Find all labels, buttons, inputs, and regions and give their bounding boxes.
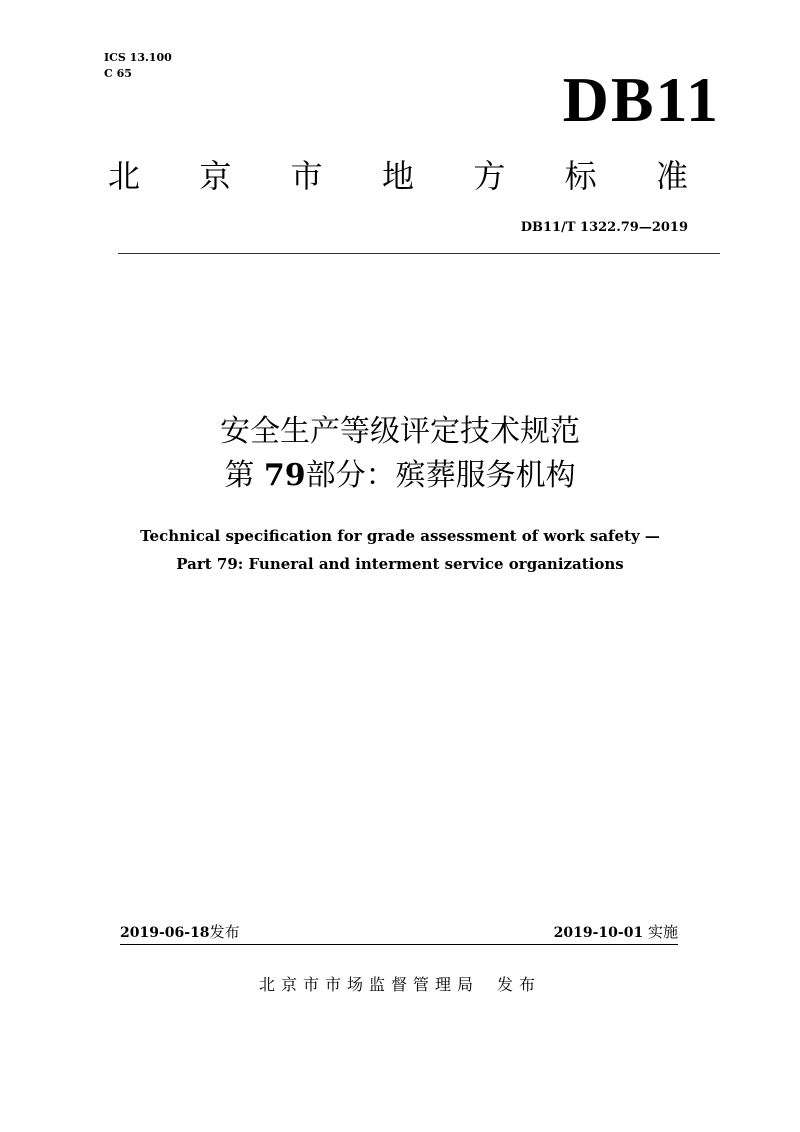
- db-logo: DB11: [562, 64, 720, 135]
- implement-date: 2019-10-01: [553, 925, 644, 941]
- implement-date-block: [554, 921, 678, 944]
- title-english-line1: Technical specification for grade assessment of work safety —: [140, 527, 660, 545]
- standard-type-char: 京: [199, 157, 232, 195]
- ics-code: ICS 13.100: [104, 51, 172, 64]
- issuer-label: 发布: [497, 975, 542, 994]
- issuer-name: 北京市市场监督管理局: [258, 975, 479, 994]
- ccs-code: C 65: [104, 67, 132, 80]
- standard-type-heading: [108, 154, 688, 198]
- date-row: [120, 921, 678, 945]
- title-part-prefix: 第: [224, 458, 255, 493]
- publish-label: 发布: [209, 923, 240, 941]
- title-chinese-line1: 安全生产等级评定技术规范: [220, 414, 580, 449]
- issuer-line: [0, 972, 800, 998]
- header-divider: [118, 253, 720, 254]
- standard-type-char: 北: [108, 157, 141, 195]
- standard-number: DB11/T 1322.79—2019: [520, 220, 688, 235]
- standard-type-char: 市: [290, 157, 323, 195]
- title-chinese: [0, 410, 800, 498]
- title-english-line2: Part 79: Funeral and interment service organizations: [176, 555, 624, 573]
- publish-date: 2019-06-18: [120, 925, 210, 941]
- standard-type-char: 地: [381, 157, 414, 195]
- standard-type-char: 标: [564, 157, 597, 195]
- title-part-number: 79: [263, 458, 306, 493]
- standard-type-char: 准: [655, 157, 688, 195]
- classification-codes: [104, 50, 172, 82]
- implement-label: 实施: [647, 923, 678, 941]
- publish-date-block: [120, 921, 240, 944]
- title-chinese-line2: [0, 454, 800, 498]
- title-part-suffix: 部分：殡葬服务机构: [305, 458, 576, 493]
- title-english: [0, 522, 800, 578]
- standard-type-char: 方: [473, 157, 506, 195]
